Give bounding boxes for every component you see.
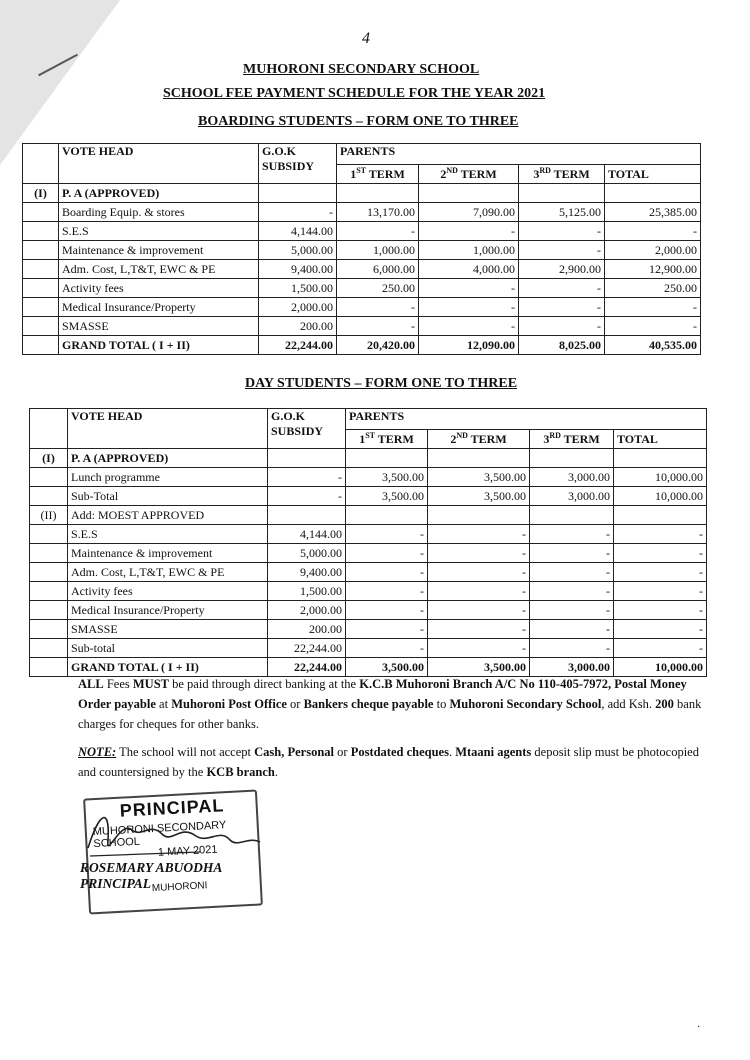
term2-cell: 1,000.00 [419, 241, 519, 260]
row-index [23, 317, 59, 336]
term1-cell: - [346, 639, 428, 658]
term1-cell [346, 449, 428, 468]
term3-cell: 2,900.00 [519, 260, 605, 279]
vote-head-cell: Sub-Total [68, 487, 268, 506]
total-cell: 10,000.00 [614, 658, 707, 677]
term2-cell: 4,000.00 [419, 260, 519, 279]
total-cell: 10,000.00 [614, 487, 707, 506]
total-cell: - [605, 298, 701, 317]
total-cell [614, 506, 707, 525]
term2-cell: - [419, 298, 519, 317]
row-index [30, 620, 68, 639]
row-index [30, 563, 68, 582]
day-rows [30, 449, 707, 677]
term2-cell: 12,090.00 [419, 336, 519, 355]
parents-header: PARENTS [337, 144, 701, 165]
folded-corner [0, 0, 120, 165]
term1-cell: - [346, 563, 428, 582]
vote-head-cell: S.E.S [68, 525, 268, 544]
total-cell: 25,385.00 [605, 203, 701, 222]
total-cell: - [614, 563, 707, 582]
table-row [30, 639, 707, 658]
table-row [30, 506, 707, 525]
term2-cell [428, 449, 530, 468]
gok-subsidy-header: G.O.K SUBSIDY [259, 144, 337, 184]
gok-subsidy-header: G.O.K SUBSIDY [268, 409, 346, 449]
term2-cell: - [428, 563, 530, 582]
total-cell: - [614, 582, 707, 601]
row-index [23, 279, 59, 298]
row-index [30, 487, 68, 506]
total-cell: 12,900.00 [605, 260, 701, 279]
school-name: MUHORONI SECONDARY SCHOOL [243, 62, 480, 77]
term3-header: 3RD TERM [519, 165, 605, 184]
term2-cell: - [428, 544, 530, 563]
term2-cell: - [428, 620, 530, 639]
row-index [30, 601, 68, 620]
term1-cell: - [337, 317, 419, 336]
term3-cell: 8,025.00 [519, 336, 605, 355]
gok-cell: 22,244.00 [268, 639, 346, 658]
gok-cell: 5,000.00 [259, 241, 337, 260]
term2-cell [428, 506, 530, 525]
gok-cell [268, 449, 346, 468]
term1-cell: - [346, 601, 428, 620]
term3-cell: 3,000.00 [530, 658, 614, 677]
term1-cell: 3,500.00 [346, 487, 428, 506]
total-cell: - [614, 601, 707, 620]
vote-head-cell: Medical Insurance/Property [68, 601, 268, 620]
gok-cell: 9,400.00 [268, 563, 346, 582]
gok-cell: 1,500.00 [268, 582, 346, 601]
row-index [30, 658, 68, 677]
vote-head-cell: GRAND TOTAL ( I + II) [68, 658, 268, 677]
row-index: (II) [30, 506, 68, 525]
total-cell: 40,535.00 [605, 336, 701, 355]
gok-cell: 5,000.00 [268, 544, 346, 563]
vote-head-cell: SMASSE [59, 317, 259, 336]
table-row [23, 241, 701, 260]
term3-cell: - [519, 222, 605, 241]
term1-cell: - [337, 298, 419, 317]
parents-header: PARENTS [346, 409, 707, 430]
total-cell: - [614, 639, 707, 658]
gok-cell: 9,400.00 [259, 260, 337, 279]
total-cell: 10,000.00 [614, 468, 707, 487]
table-row [30, 449, 707, 468]
term1-header: 1ST TERM [346, 430, 428, 449]
term2-cell: - [428, 639, 530, 658]
row-index: (I) [30, 449, 68, 468]
table-row [23, 279, 701, 298]
term3-cell: - [530, 544, 614, 563]
term2-cell: 3,500.00 [428, 487, 530, 506]
term1-cell: 3,500.00 [346, 468, 428, 487]
row-index [30, 639, 68, 658]
term1-cell: 3,500.00 [346, 658, 428, 677]
total-cell: - [614, 620, 707, 639]
table-row [23, 298, 701, 317]
term1-cell: 13,170.00 [337, 203, 419, 222]
term2-cell: - [428, 525, 530, 544]
row-index [30, 544, 68, 563]
gok-cell: - [268, 487, 346, 506]
total-cell: - [605, 222, 701, 241]
table-row [30, 582, 707, 601]
signatory-block [80, 860, 222, 892]
term1-header: 1ST TERM [337, 165, 419, 184]
boarding-title: BOARDING STUDENTS – FORM ONE TO THREE [198, 114, 519, 129]
table-row [30, 525, 707, 544]
gok-cell: 200.00 [259, 317, 337, 336]
gok-cell: 4,144.00 [259, 222, 337, 241]
term3-header: 3RD TERM [530, 430, 614, 449]
term2-cell: 3,500.00 [428, 658, 530, 677]
row-index [23, 336, 59, 355]
gok-cell: 4,144.00 [268, 525, 346, 544]
total-cell: - [614, 544, 707, 563]
term1-cell: 20,420.00 [337, 336, 419, 355]
term2-cell: 3,500.00 [428, 468, 530, 487]
total-cell: - [614, 525, 707, 544]
term3-cell: 5,125.00 [519, 203, 605, 222]
vote-head-cell: SMASSE [68, 620, 268, 639]
vote-head-header: VOTE HEAD [68, 409, 268, 449]
gok-cell: - [268, 468, 346, 487]
gok-cell: 1,500.00 [259, 279, 337, 298]
term3-cell: 3,000.00 [530, 468, 614, 487]
signatory-role: PRINCIPAL [80, 876, 152, 891]
term1-cell: - [346, 525, 428, 544]
row-index [30, 468, 68, 487]
day-title: DAY STUDENTS – FORM ONE TO THREE [245, 376, 518, 391]
vote-head-cell: Boarding Equip. & stores [59, 203, 259, 222]
signatory-name: ROSEMARY ABUODHA [80, 860, 223, 875]
vote-head-cell: Sub-total [68, 639, 268, 658]
table-row [30, 563, 707, 582]
term3-cell [519, 184, 605, 203]
total-cell [605, 184, 701, 203]
table-row [23, 222, 701, 241]
gok-cell: 22,244.00 [268, 658, 346, 677]
gok-cell: - [259, 203, 337, 222]
table-row [30, 487, 707, 506]
term1-cell [346, 506, 428, 525]
vote-head-cell: Medical Insurance/Property [59, 298, 259, 317]
term3-cell [530, 506, 614, 525]
gok-cell: 2,000.00 [268, 601, 346, 620]
term1-cell: 250.00 [337, 279, 419, 298]
total-cell [614, 449, 707, 468]
vote-head-cell: S.E.S [59, 222, 259, 241]
term2-cell: - [428, 601, 530, 620]
term1-cell: - [346, 544, 428, 563]
term3-cell: - [530, 601, 614, 620]
row-index [23, 298, 59, 317]
vote-head-cell: P. A (APPROVED) [59, 184, 259, 203]
row-index [23, 203, 59, 222]
term2-header: 2ND TERM [419, 165, 519, 184]
principal-stamp: PRINCIPAL MUHORONI SECONDARY SCHOOL 1 MAY 2021 MUHORONI [83, 790, 263, 915]
vote-head-cell: GRAND TOTAL ( I + II) [59, 336, 259, 355]
table-row [30, 468, 707, 487]
term2-header: 2ND TERM [428, 430, 530, 449]
table-row [30, 544, 707, 563]
term2-cell: - [428, 582, 530, 601]
table-row [23, 317, 701, 336]
term2-cell [419, 184, 519, 203]
page-number: 4 [362, 30, 370, 47]
term3-cell: - [530, 582, 614, 601]
term3-cell: - [519, 241, 605, 260]
total-header: TOTAL [605, 165, 701, 184]
day-fee-table [29, 408, 707, 677]
vote-head-cell: Add: MOEST APPROVED [68, 506, 268, 525]
term3-cell [530, 449, 614, 468]
total-header: TOTAL [614, 430, 707, 449]
total-cell: - [605, 317, 701, 336]
note-label: NOTE: [78, 745, 117, 759]
schedule-title: SCHOOL FEE PAYMENT SCHEDULE FOR THE YEAR 2021 [163, 86, 546, 101]
term1-cell: 6,000.00 [337, 260, 419, 279]
table-row [23, 336, 701, 355]
gok-cell: 200.00 [268, 620, 346, 639]
page-mark: · [697, 1022, 701, 1033]
vote-head-cell: Adm. Cost, L,T&T, EWC & PE [68, 563, 268, 582]
term2-cell: - [419, 222, 519, 241]
row-index [23, 241, 59, 260]
table-row [23, 260, 701, 279]
total-cell: 250.00 [605, 279, 701, 298]
gok-cell [268, 506, 346, 525]
row-index [30, 582, 68, 601]
term1-cell: 1,000.00 [337, 241, 419, 260]
vote-head-cell: Lunch programme [68, 468, 268, 487]
term3-cell: - [530, 639, 614, 658]
term3-cell: 3,000.00 [530, 487, 614, 506]
table-row [30, 601, 707, 620]
row-index [23, 260, 59, 279]
boarding-rows [23, 184, 701, 355]
term1-cell: - [346, 620, 428, 639]
gok-cell [259, 184, 337, 203]
term3-cell: - [519, 298, 605, 317]
vote-head-header: VOTE HEAD [59, 144, 259, 184]
term1-cell: - [346, 582, 428, 601]
term2-cell: - [419, 279, 519, 298]
row-index [30, 525, 68, 544]
term3-cell: - [530, 620, 614, 639]
row-index [23, 222, 59, 241]
vote-head-cell: Activity fees [68, 582, 268, 601]
gok-cell: 2,000.00 [259, 298, 337, 317]
term2-cell: - [419, 317, 519, 336]
vote-head-cell: Maintenance & improvement [68, 544, 268, 563]
vote-head-cell: Adm. Cost, L,T&T, EWC & PE [59, 260, 259, 279]
table-row [30, 620, 707, 639]
row-index: (I) [23, 184, 59, 203]
term3-cell: - [519, 279, 605, 298]
table-row [23, 184, 701, 203]
vote-head-cell: P. A (APPROVED) [68, 449, 268, 468]
total-cell: 2,000.00 [605, 241, 701, 260]
term3-cell: - [530, 525, 614, 544]
boarding-fee-table [22, 143, 701, 355]
term1-cell: - [337, 222, 419, 241]
gok-cell: 22,244.00 [259, 336, 337, 355]
term1-cell [337, 184, 419, 203]
note-paragraph: NOTE: The school will not accept Cash, Personal or Postdated cheques. Mtaani agents deposit slip must be photocopied and countersigned by the KCB branch. [78, 745, 699, 779]
vote-head-cell: Activity fees [59, 279, 259, 298]
table-row [23, 203, 701, 222]
payment-instructions: ALL Fees MUST be paid through direct banking at the K.C.B Muhoroni Branch A/C No 110-405-7972, Postal Money Order payable at Muhoroni Post Office or Bankers cheque payable to Muhoroni Secondary School, add Ksh. 200 bank charges for cheques for other banks. [78, 677, 702, 731]
term3-cell: - [519, 317, 605, 336]
vote-head-cell: Maintenance & improvement [59, 241, 259, 260]
term3-cell: - [530, 563, 614, 582]
term2-cell: 7,090.00 [419, 203, 519, 222]
